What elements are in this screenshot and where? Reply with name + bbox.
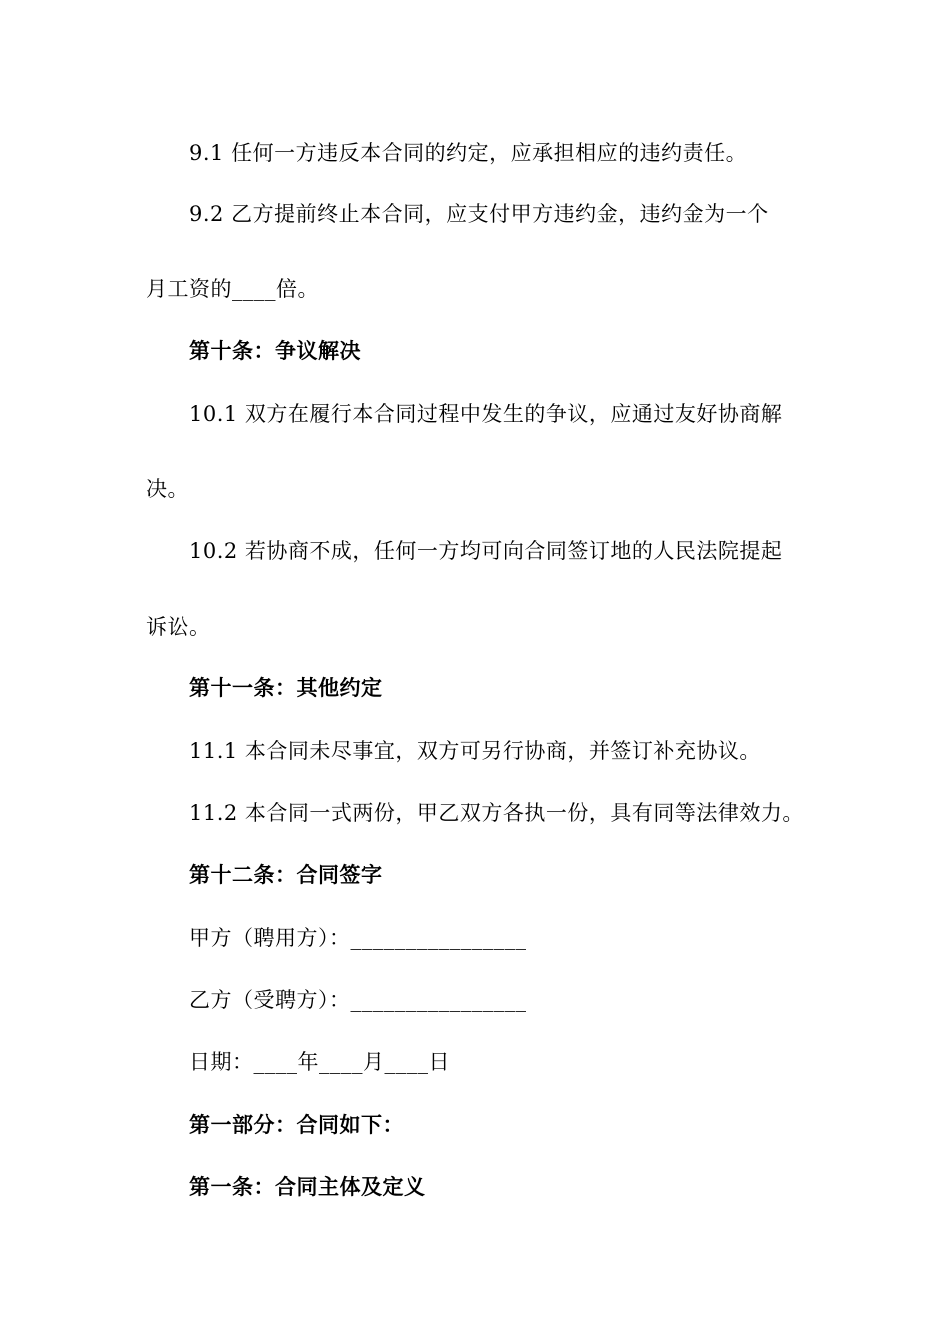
clause-9-1: 9.1 任何一方违反本合同的约定，应承担相应的违约责任。 — [189, 141, 748, 165]
clause-11-1: 11.1 本合同未尽事宜，双方可另行协商，并签订补充协议。 — [189, 739, 761, 763]
clause-10-2-line1: 10.2 若协商不成，任何一方均可向合同签订地的人民法院提起 — [189, 539, 783, 563]
party-a-signature: 甲方（聘用方）：________________ — [189, 926, 527, 950]
clause-11-2: 11.2 本合同一式两份，甲乙双方各执一份，具有同等法律效力。 — [189, 801, 804, 825]
clause-10-2-line2: 诉讼。 — [146, 615, 211, 639]
clause-10-1-line2: 决。 — [146, 477, 189, 501]
heading-article-10: 第十条：争议解决 — [189, 339, 361, 363]
clause-9-2-line1: 9.2 乙方提前终止本合同，应支付甲方违约金，违约金为一个 — [189, 202, 769, 226]
heading-article-12: 第十二条：合同签字 — [189, 863, 383, 887]
clause-10-1-line1: 10.1 双方在履行本合同过程中发生的争议，应通过友好协商解 — [189, 402, 783, 426]
heading-article-1: 第一条：合同主体及定义 — [189, 1175, 426, 1199]
signature-date: 日期：____年____月____日 — [189, 1050, 450, 1074]
heading-part-1: 第一部分：合同如下： — [189, 1113, 404, 1137]
party-b-signature: 乙方（受聘方）：________________ — [189, 988, 527, 1012]
clause-9-2-line2: 月工资的____倍。 — [146, 277, 319, 301]
heading-article-11: 第十一条：其他约定 — [189, 676, 383, 700]
